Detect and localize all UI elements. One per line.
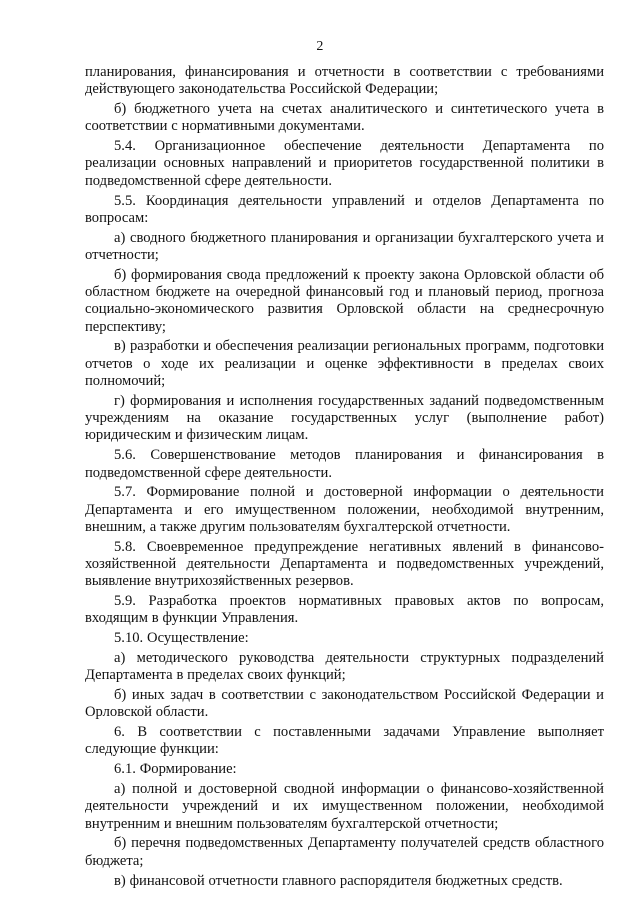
paragraph-5-10-a: а) методического руководства деятельности структурных подразделений Департамента в пределах своих функций; bbox=[85, 650, 604, 684]
paragraph-6-1-a: а) полной и достоверной сводной информации о финансово-хозяйственной деятельности учреждений и их имущественном положении, необходимой внутренним и внешним пользователям бухгалтерской отчетности; bbox=[85, 781, 604, 832]
paragraph-5-3-b: б) бюджетного учета на счетах аналитического и синтетического учета в соответствии с нормативными документами. bbox=[85, 101, 604, 135]
page-number: 2 bbox=[316, 39, 324, 54]
paragraph-5-5-a: а) сводного бюджетного планирования и организации бухгалтерского учета и отчетности; bbox=[85, 229, 604, 263]
paragraph-6: 6. В соответствии с поставленными задачами Управление выполняет следующие функции: bbox=[85, 724, 604, 758]
paragraph-5-9: 5.9. Разработка проектов нормативных правовых актов по вопросам, входящим в функции Управления. bbox=[85, 593, 604, 627]
paragraph-5-6: 5.6. Совершенствование методов планирования и финансирования в подведомственной сфере деятельности. bbox=[85, 447, 604, 481]
paragraph-5-10: 5.10. Осуществление: bbox=[114, 630, 249, 647]
paragraph-5-7: 5.7. Формирование полной и достоверной информации о деятельности Департамента и его имущественном положении, необходимой внутренним, внешним, а также другим пользователям бухгалтерской отчетности. bbox=[85, 484, 604, 535]
paragraph-5-10-b: б) иных задач в соответствии с законодательством Российской Федерации и Орловской области. bbox=[85, 687, 604, 721]
paragraph-5-8: 5.8. Своевременное предупреждение негативных явлений в финансово-хозяйственной деятельности Департамента и подведомственных учреждений, выявление внутрихозяйственных резервов. bbox=[85, 538, 604, 590]
paragraph-6-1-v: в) финансовой отчетности главного распорядителя бюджетных средств. bbox=[114, 872, 563, 889]
paragraph-5-5: 5.5. Координация деятельности управлений и отделов Департамента по вопросам: bbox=[85, 192, 604, 226]
document-body bbox=[85, 64, 604, 892]
paragraph-5-5-g: г) формирования и исполнения государственных заданий подведомственным учреждениям на оказание государственных услуг (выполнение работ) юридическим и физическим лицам. bbox=[85, 392, 604, 444]
paragraph-5-5-b: б) формирования свода предложений к проекту закона Орловской области об областном бюджете на очередной финансовый год и плановый период, прогноза социально-экономического развития Орловской области на среднесрочную перспективу; bbox=[85, 266, 604, 335]
paragraph-continuation: планирования, финансирования и отчетности в соответствии с требованиями действующего законодательства Российской Федерации; bbox=[85, 64, 604, 98]
paragraph-6-1: 6.1. Формирование: bbox=[114, 761, 237, 778]
paragraph-6-1-b: б) перечня подведомственных Департаменту получателей средств областного бюджета; bbox=[85, 835, 604, 869]
paragraph-5-4: 5.4. Организационное обеспечение деятельности Департамента по реализации основных направлений и приоритетов государственной политики в подведомственной сфере деятельности. bbox=[85, 138, 604, 189]
paragraph-5-5-v: в) разработки и обеспечения реализации региональных программ, подготовки отчетов о ходе их реализации и оценке эффективности в пределах своих полномочий; bbox=[85, 338, 604, 390]
